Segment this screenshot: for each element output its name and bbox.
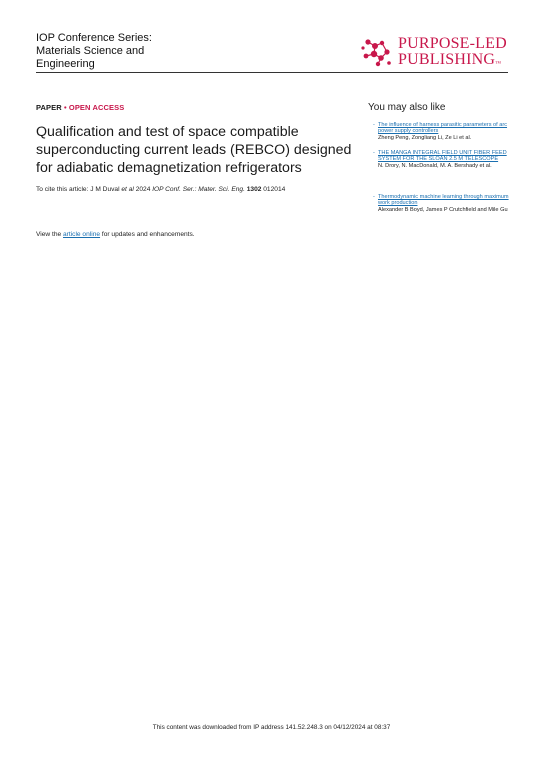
journal-line: Materials Science and: [36, 45, 145, 57]
logo-wordmark: [398, 36, 507, 68]
journal-line: IOP Conference Series:: [36, 32, 152, 44]
cite-etal: et al: [121, 186, 134, 193]
article-type-badge: [36, 103, 124, 112]
article-online-link[interactable]: article online: [63, 231, 101, 238]
view-online-line: [36, 231, 195, 238]
bullet: -: [373, 122, 375, 128]
publisher-logo[interactable]: [360, 36, 510, 70]
article-title: Qualification and test of space compatible superconducting current leads (REBCO) designed for adiabatic demagnetization refrigerators: [36, 124, 352, 176]
trademark-symbol: ™: [495, 61, 502, 67]
open-access-label: OPEN ACCESS: [68, 103, 125, 112]
related-item: [373, 194, 513, 213]
related-item-link[interactable]: THE MANGA INTEGRAL FIELD UNIT FIBER FEED SYSTEM FOR THE SLOAN 2.5 M TELESCOPE: [378, 150, 507, 163]
view-prefix: View the: [36, 231, 64, 238]
molecule-icon: [360, 36, 394, 68]
view-suffix: for updates and enhancements.: [100, 231, 195, 238]
cite-journal: IOP Conf. Ser.: Mater. Sci. Eng.: [152, 186, 245, 193]
related-item-link[interactable]: The influence of harness parasitic parameters of arc power supply controllers: [378, 122, 508, 135]
related-item: [373, 122, 513, 141]
download-footer: This content was downloaded from IP address 141.52.248.3 on 04/12/2024 at 08:37: [152, 724, 391, 731]
related-item-authors: N. Drory, N. MacDonald, M. A. Bershady et al.: [378, 162, 492, 169]
cite-volume: 1302: [246, 186, 262, 193]
journal-name: [36, 32, 196, 71]
cite-article-number: 012014: [261, 186, 286, 193]
badge-separator: •: [61, 103, 69, 112]
paper-label: PAPER: [36, 103, 62, 112]
related-item-authors: Zheng Peng, Zongliang Li, Ze Li et al.: [378, 134, 472, 141]
related-item-link[interactable]: Thermodynamic machine learning through maximum work production: [378, 194, 509, 207]
logo-line1: PURPOSE-LED: [398, 35, 507, 52]
journal-line: Engineering: [36, 58, 95, 70]
related-heading: You may also like: [368, 102, 446, 113]
related-item-authors: Alexander B Boyd, James P Crutchfield and Mile Gu: [378, 206, 508, 213]
cite-prefix: To cite this article: J M Duval: [36, 186, 122, 193]
citation-line: [36, 186, 356, 193]
bullet: -: [373, 150, 375, 156]
related-item: [373, 150, 513, 169]
cite-year: 2024: [133, 186, 153, 193]
bullet: -: [373, 194, 375, 200]
logo-line2: PUBLISHING: [398, 51, 496, 68]
header-divider: [36, 72, 508, 73]
